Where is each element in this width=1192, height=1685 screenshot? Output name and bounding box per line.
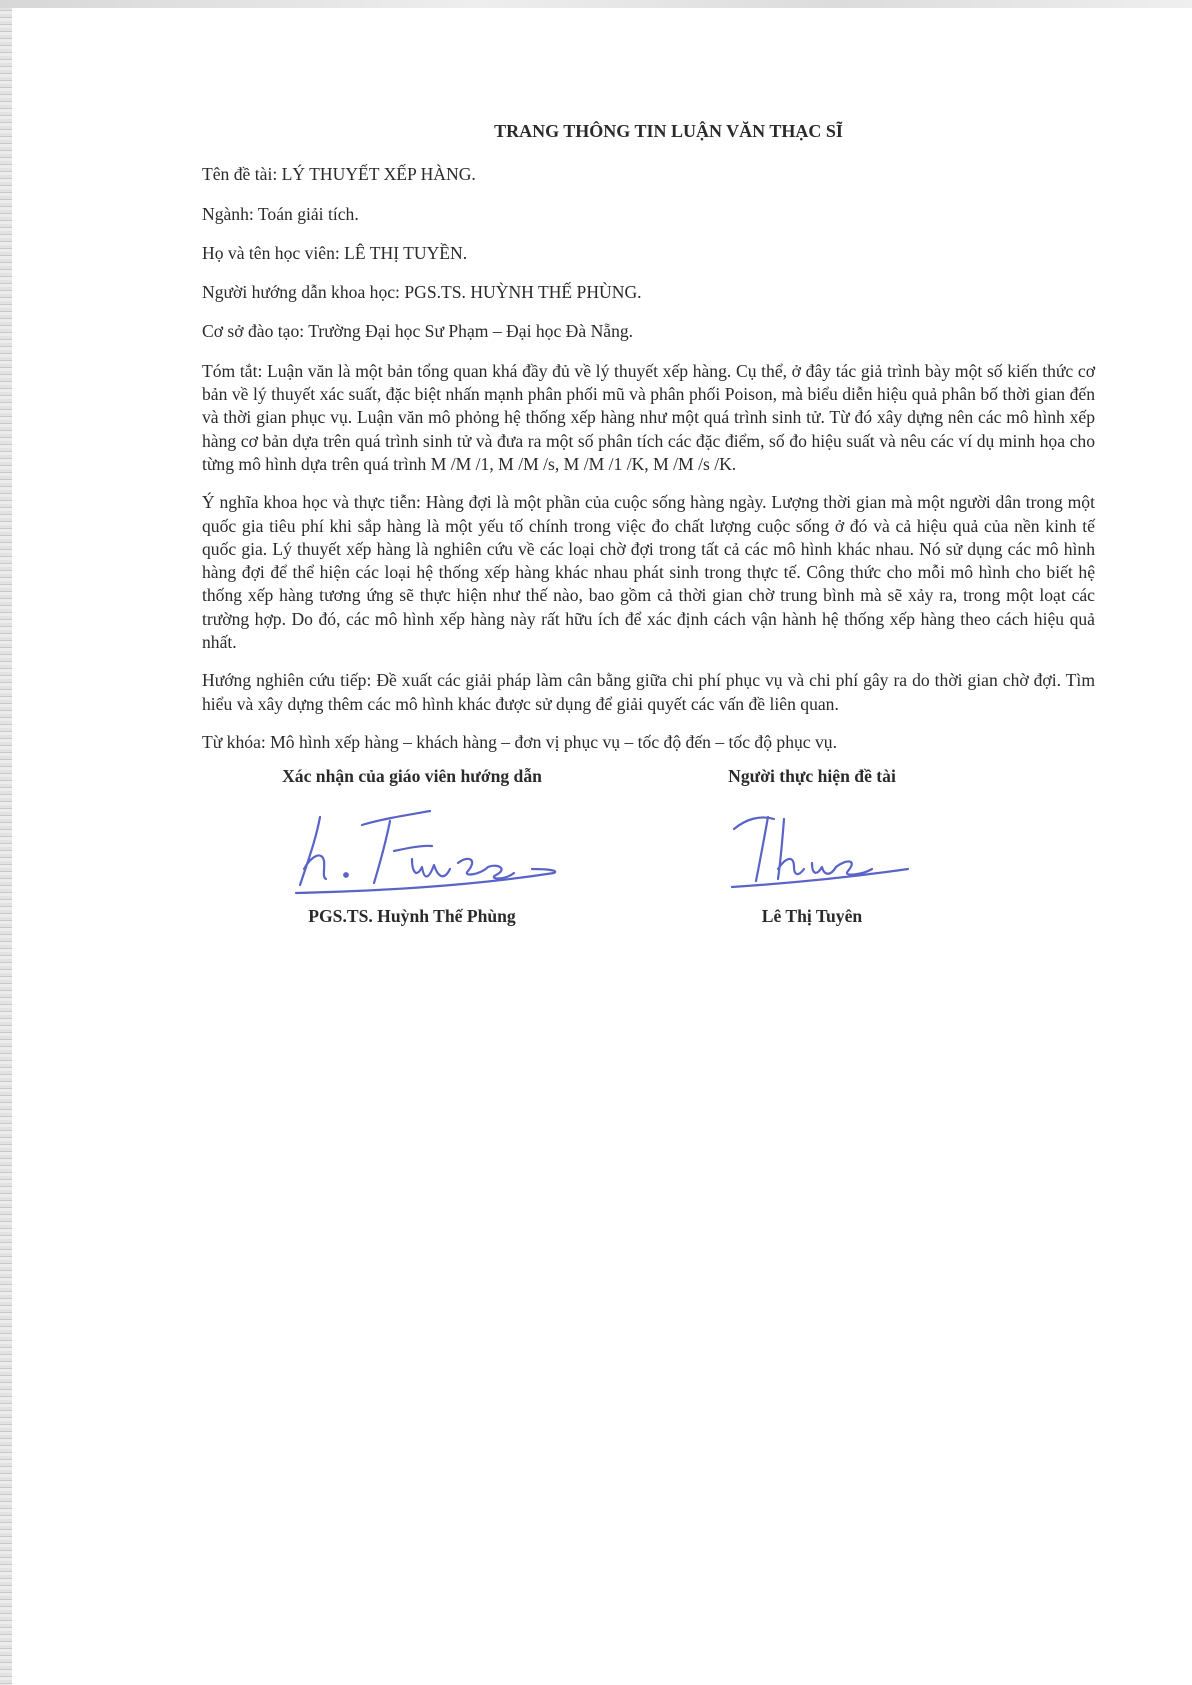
thesis-info-page bbox=[202, 120, 1095, 955]
advisor-name: PGS.TS. Huỳnh Thế Phùng bbox=[308, 906, 516, 927]
author-signature-column bbox=[692, 765, 932, 927]
significance-paragraph: Ý nghĩa khoa học và thực tiễn: Hàng đợi là một phần của cuộc sống hàng ngày. Lượng thời gian mà một người dân trong một quốc gia tiêu phí khi sắp hàng là một yếu tố chính trong việc đo chất lượng cuộc sống ở đó và cả hiệu quả của nền kinh tế quốc gia. Lý thuyết xếp hàng là nghiên cứu về các loại chờ đợi trong tất cả các mô hình khác nhau. Nó sử dụng các mô hình hàng đợi để thể hiện các loại hệ thống xếp hàng khác nhau phát sinh trong thực tế. Công thức cho mỗi mô hình cho biết hệ thống xếp hàng tương ứng sẽ thực hiện như thế nào, bao gồm cả thời gian chờ trung bình mà sẽ xảy ra, trong một loạt các trường hợp. Do đó, các mô hình xếp hàng này rất hữu ích để xác định cách vận hành hệ thống xếp hàng theo cách hiệu quả nhất. bbox=[202, 492, 1095, 653]
institution-line: Cơ sở đào tạo: Trường Đại học Sư Phạm – Đại học Đà Nẵng. bbox=[202, 321, 634, 342]
scan-left-edge bbox=[0, 0, 12, 1685]
signature-block bbox=[202, 765, 1095, 955]
scan-top-edge bbox=[0, 0, 1192, 8]
summary-paragraph: Tóm tắt: Luận văn là một bản tổng quan khá đầy đủ về lý thuyết xếp hàng. Cụ thể, ở đây tác giả trình bày một số kiến thức cơ bản về lý thuyết xác suất, đặc biệt nhấn mạnh phân phối mũ và phân phối Poison, mà biểu diễn hiệu quả phân bố thời gian đến và thời gian phục vụ. Luận văn mô phỏng hệ thống xếp hàng như một quá trình sinh tử. Từ đó xây dựng nên các mô hình xếp hàng cơ bản dựa trên quá trình sinh tử và đưa ra một số phân tích các đặc điểm, số đo hiệu suất và nêu các ví dụ minh họa cho từng mô hình dựa trên quá trình M /M /1, M /M /s, M /M /1 /K, M /M /s /K. bbox=[202, 360, 1095, 474]
advisor-signature-heading: Xác nhận của giáo viên hướng dẫn bbox=[282, 766, 542, 787]
keywords-line: Từ khóa: Mô hình xếp hàng – khách hàng – đơn vị phục vụ – tốc độ đến – tốc độ phục vụ. bbox=[202, 731, 837, 752]
future-research-paragraph: Hướng nghiên cứu tiếp: Đề xuất các giải pháp làm cân bằng giữa chi phí phục vụ và chi phí gây ra do thời gian chờ đợi. Tìm hiểu và xây dựng thêm các mô hình khác được sử dụng để giải quyết các vấn đề liên quan. bbox=[202, 670, 1095, 714]
advisor-signature-image bbox=[262, 789, 562, 899]
author-signature-heading: Người thực hiện đề tài bbox=[728, 766, 896, 787]
author-name: Lê Thị Tuyên bbox=[761, 906, 863, 927]
topic-line: Tên đề tài: LÝ THUYẾT XẾP HÀNG. bbox=[202, 164, 476, 185]
major-line: Ngành: Toán giải tích. bbox=[202, 203, 359, 224]
advisor-line: Người hướng dẫn khoa học: PGS.TS. HUỲNH THẾ PHÙNG. bbox=[202, 282, 642, 303]
page-title: TRANG THÔNG TIN LUẬN VĂN THẠC SĨ bbox=[494, 121, 843, 141]
advisor-signature-column bbox=[242, 765, 582, 927]
author-signature-image bbox=[712, 789, 912, 899]
student-line: Họ và tên học viên: LÊ THỊ TUYỀN. bbox=[202, 242, 468, 263]
